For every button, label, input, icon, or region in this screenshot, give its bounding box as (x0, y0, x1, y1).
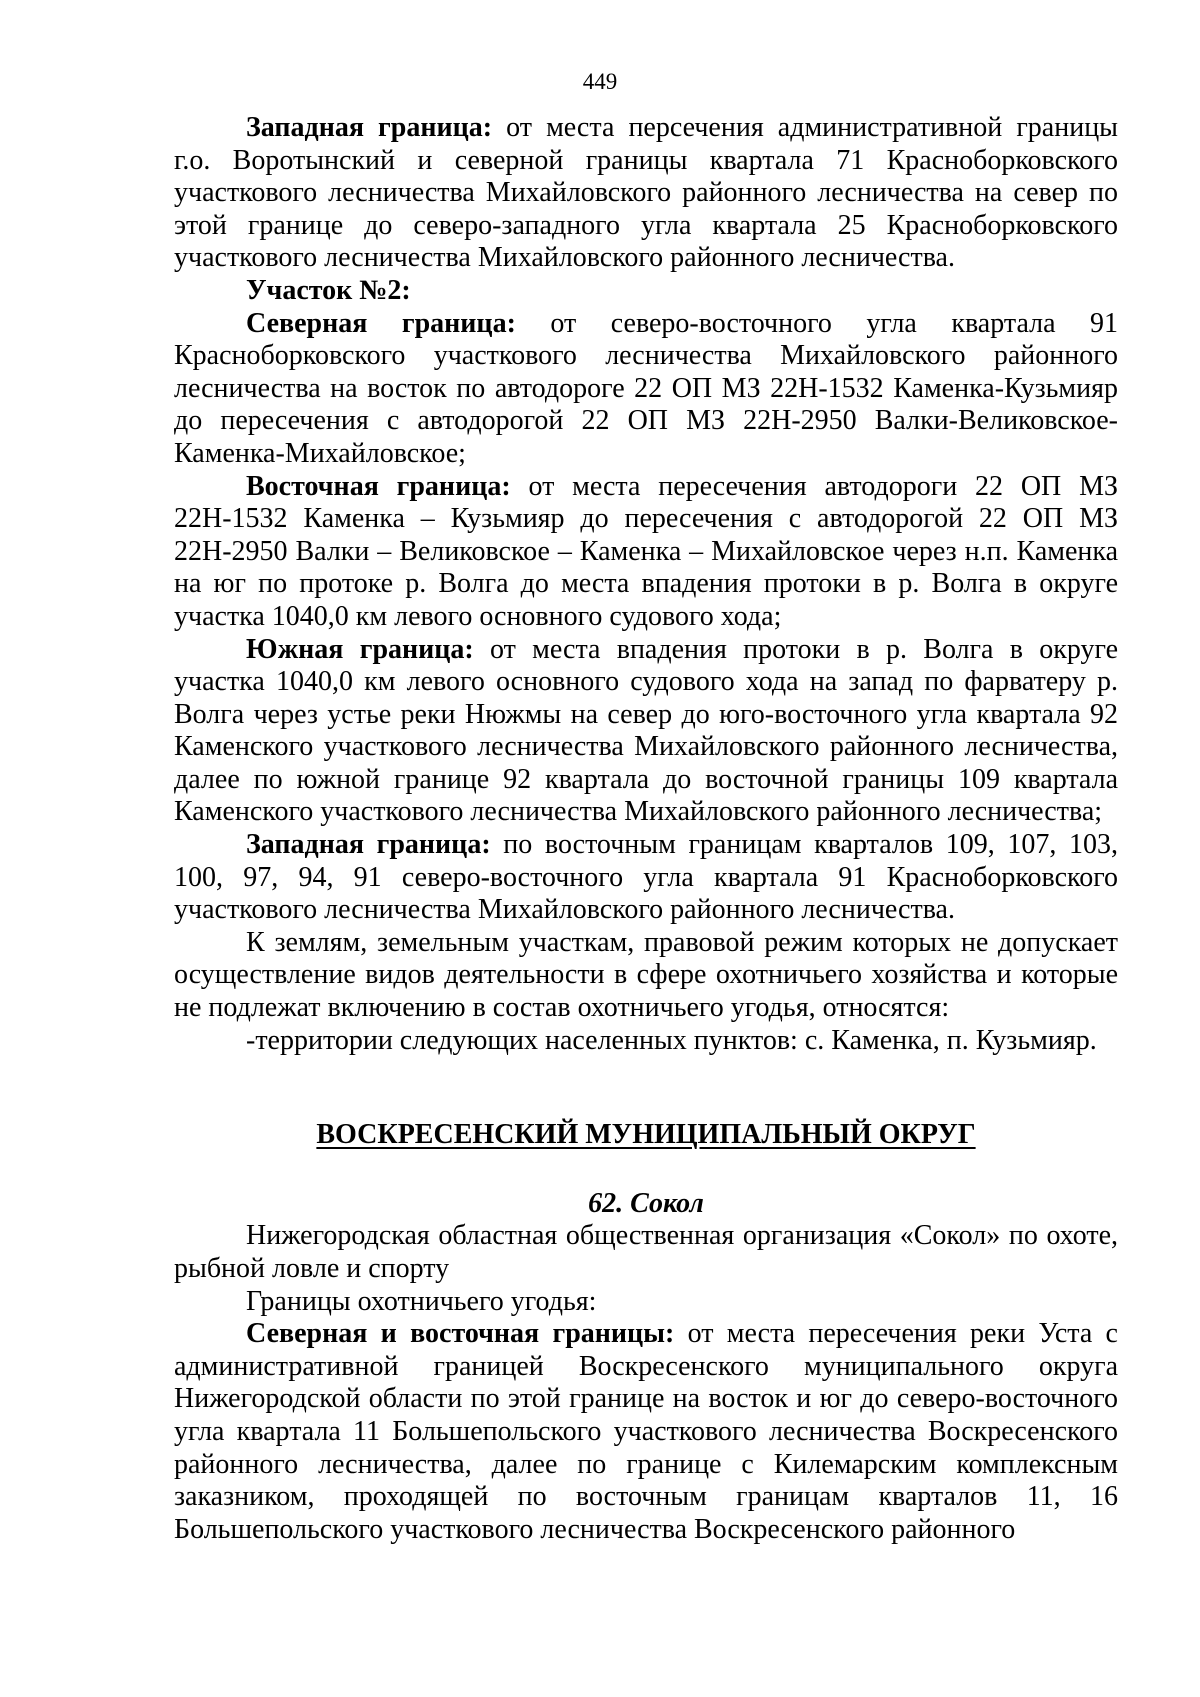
paragraph-label: Западная граница: (246, 829, 491, 861)
paragraph-text: от северо-восточного угла квартала 91 Красноборковского участкового лесничества Михайловского районного лесничества на восток по автодороге 22 ОП МЗ 22Н-1532 Каменка-Кузьмияр до пересечения с автодорогой 22 ОП МЗ 22Н-2950 Валки-Великовское-Каменка-Михайловское; (174, 307, 1119, 469)
paragraph-southern-border (174, 634, 1118, 830)
paragraph-settlements: -территории следующих населенных пунктов: с. Каменка, п. Кузьмияр. (246, 1024, 1097, 1056)
plot-2-heading: Участок №2: (246, 274, 411, 306)
paragraph-eastern-border (174, 471, 1118, 634)
paragraph-western-border-1 (174, 112, 1118, 275)
paragraph-text: от места персечения административной границы г.о. Воротынский и северной границы квартала 71 Красноборковского участкового лесничества Михайловского районного лесничества на север по этой границе до северо-западного угла квартала 25 Красноборковского участкового лесничества Михайловского районного лесничества. (174, 112, 1118, 274)
paragraph-text: от места впадения протоки в р. Волга в округе участка 1040,0 км левого основного судового хода на запад по фарватеру р. Волга через устье реки Нюжмы на север до юго-восточного угла квартала 92 Каменского участкового лесничества Михайловского районного лесничества, далее по южной границе 92 квартала до восточной границы 109 квартала Каменского участкового лесничества Михайловского районного лесничества; (174, 633, 1119, 828)
paragraph-text: от места пересечения реки Уста с административной границей Воскресенского муниципального округа Нижегородской области по этой границе на восток и юг до северо-восточного угла квартала 11 Большепольского участкового лесничества Воскресенского районного лесничества, далее по границе с Килемарским комплексным заказником, проходящей по восточным границам кварталов 11, 16 Большепольского участкового лесничества Воскресенского районного (174, 1318, 1118, 1545)
document-body (174, 112, 1118, 1546)
paragraph-text: от места пересечения автодороги 22 ОП МЗ 22Н-1532 Каменка – Кузьмияр до пересечения с автодорогой 22 ОП МЗ 22Н-2950 Валки – Великовское – Каменка – Михайловское через н.п. Каменка на юг по протоке р. Волга до места впадения протоки в р. Волга в округе участка 1040,0 км левого основного судового хода; (174, 470, 1118, 632)
page-number: 449 (582, 69, 618, 94)
paragraph-text: по восточным границам кварталов 109, 107, 103, 100, 97, 94, 91 северо-восточного угла квартала 91 Красноборковского участкового лесничества Михайловского районного лесничества. (174, 829, 1118, 926)
paragraph-label: Западная граница: (246, 112, 493, 143)
section-heading: ВОСКРЕСЕНСКИЙ МУНИЦИПАЛЬНЫЙ ОКРУГ (316, 1119, 976, 1151)
paragraph-excluded-lands: К землям, земельным участкам, правовой режим которых не допускает осуществление видов деятельности в сфере охотничьего хозяйства и которые не подлежат включению в состав охотничьего угодья, относятся: (174, 926, 1118, 1024)
paragraph-organization: Нижегородская областная общественная организация «Сокол» по охоте, рыбной ловле и спорту (174, 1220, 1118, 1284)
paragraph-north-east-borders (174, 1318, 1118, 1546)
subsection-heading: 62. Сокол (588, 1187, 704, 1219)
paragraph-borders-intro: Границы охотничьего угодья: (246, 1285, 597, 1317)
paragraph-label: Восточная граница: (246, 470, 511, 502)
paragraph-label: Северная граница: (246, 307, 516, 339)
paragraph-western-border-2 (174, 829, 1118, 927)
paragraph-label: Южная граница: (246, 633, 474, 665)
paragraph-northern-border (174, 308, 1118, 471)
paragraph-label: Северная и восточная границы: (246, 1318, 675, 1350)
